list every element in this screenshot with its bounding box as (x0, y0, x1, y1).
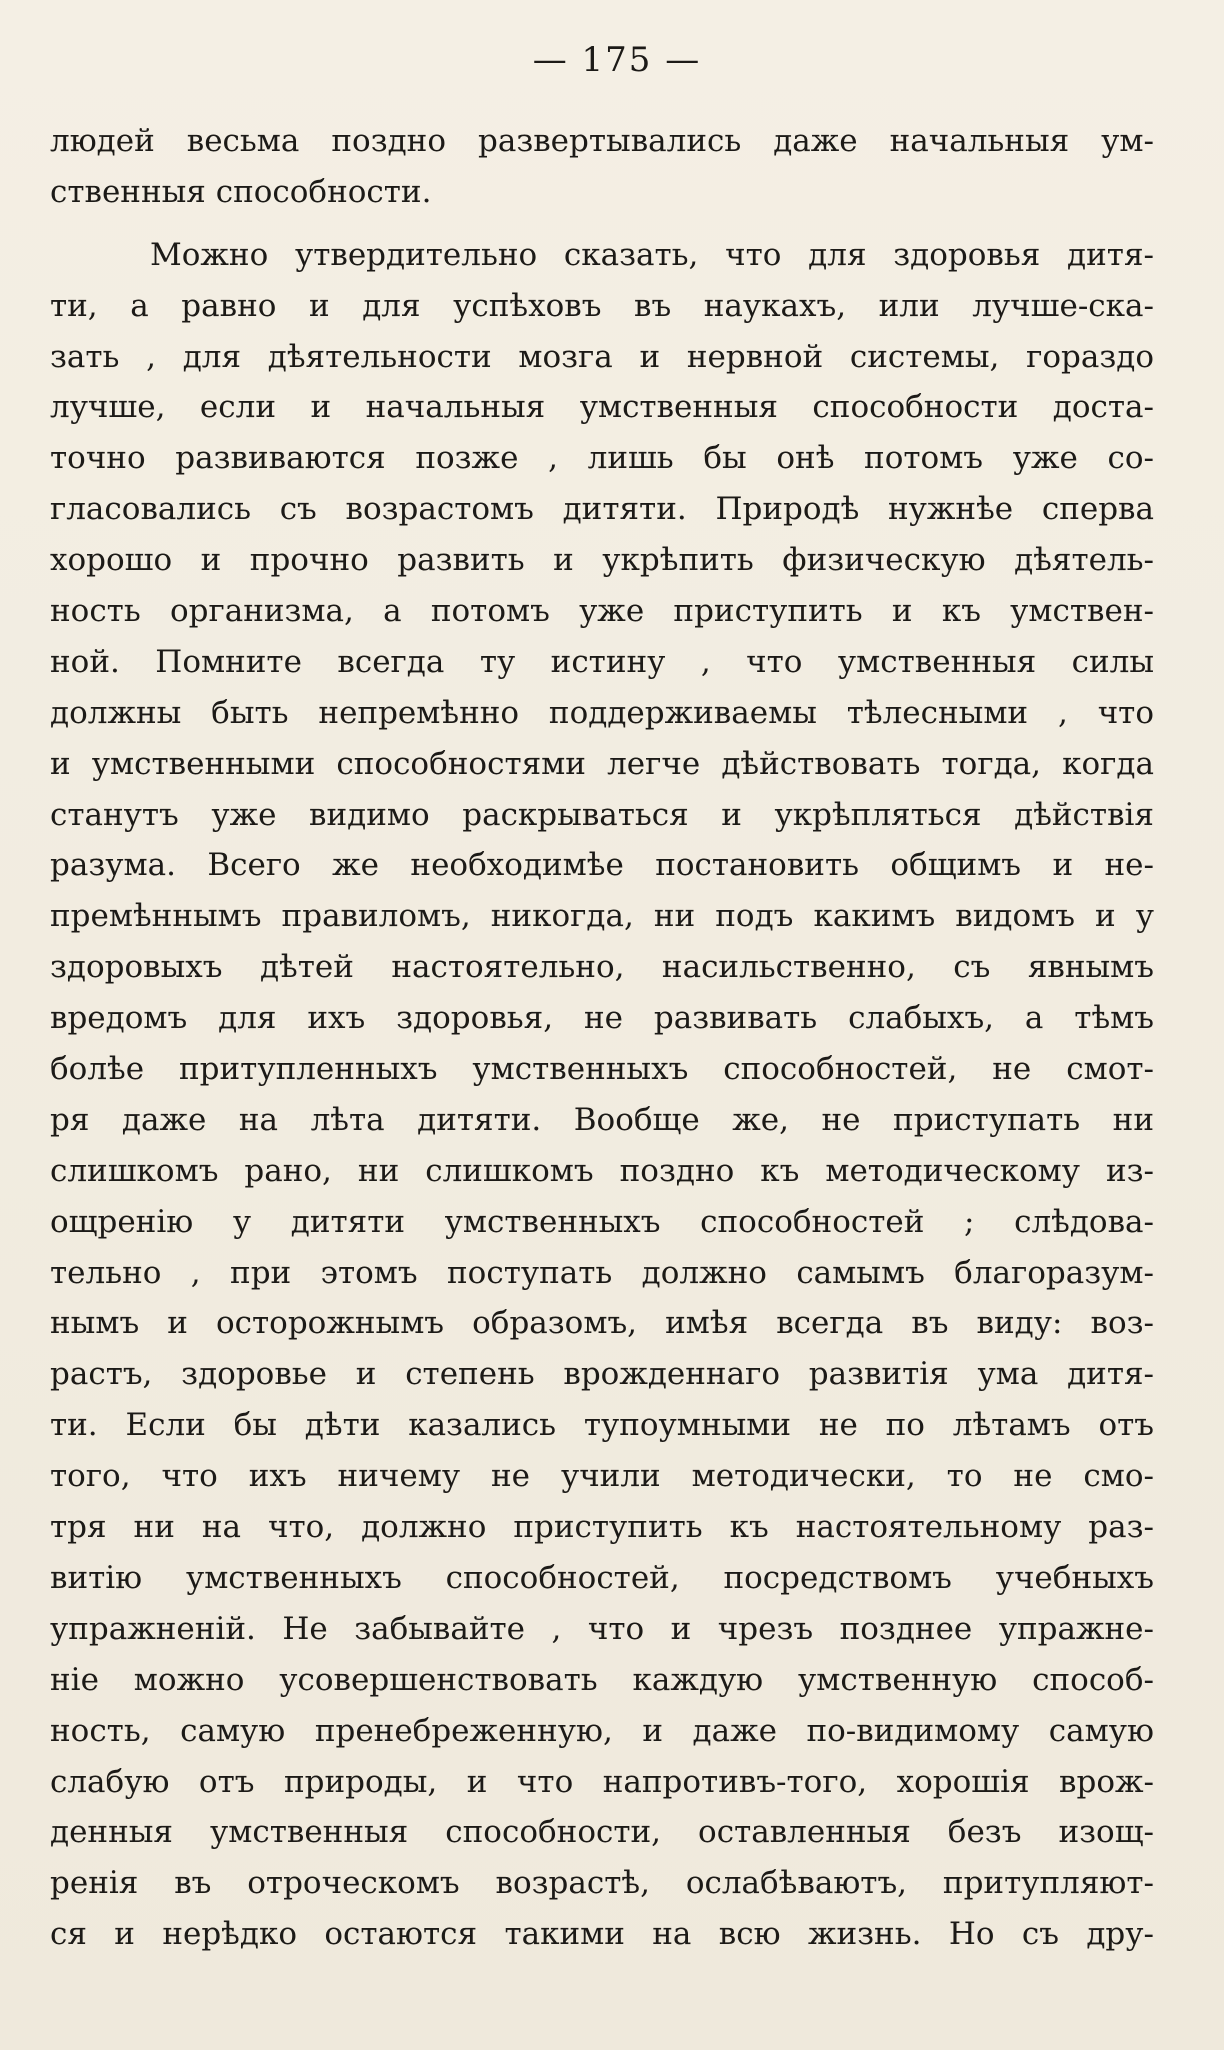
text-line: Можно утвердительно сказать, что для здоровья дитя- (150, 236, 1154, 273)
text-line: болѣе притупленныхъ умственныхъ способностей, не смот- (50, 1051, 1154, 1088)
text-line: ніе можно усовершенствовать каждую умственную способ- (50, 1661, 1154, 1698)
text-line: ти. Если бы дѣти казались тупоумными не по лѣтамъ отъ (50, 1407, 1154, 1444)
text-line: премѣннымъ правиломъ, никогда, ни подъ какимъ видомъ и у (50, 898, 1154, 935)
text-line: разума. Всего же необходимѣе постановить общимъ и не- (50, 847, 1154, 884)
paragraph (50, 116, 1154, 218)
text-line: людей весьма поздно развертывались даже начальныя ум- (50, 123, 1154, 159)
text-line: станутъ уже видимо раскрываться и укрѣпляться дѣйствія (50, 796, 1154, 833)
text-line: того, что ихъ ничему не учили методически, то не смо- (50, 1458, 1154, 1495)
text-line: ти, а равно и для успѣховъ въ наукахъ, или лучше-ска- (50, 287, 1154, 324)
text-line: хорошо и прочно развить и укрѣпить физическую дѣятель- (50, 542, 1154, 579)
text-line: денныя умственныя способности, оставленныя безъ изощ- (50, 1814, 1154, 1851)
text-line: слишкомъ рано, ни слишкомъ поздно къ методическому из- (50, 1152, 1154, 1189)
text-line: ной. Помните всегда ту истину , что умственныя силы (50, 643, 1154, 680)
body-text (50, 116, 1154, 1960)
paragraph (50, 230, 1154, 1960)
text-line: точно развиваются позже , лишь бы онѣ потомъ уже со- (50, 440, 1154, 477)
text-line: гласовались съ возрастомъ дитяти. Природѣ нужнѣе сперва (50, 491, 1154, 528)
text-line: растъ, здоровье и степень врожденнаго развитія ума дитя- (50, 1356, 1154, 1393)
text-line: лучше, если и начальныя умственныя способности доста- (50, 389, 1154, 426)
text-line: ственныя способности. (50, 173, 432, 210)
text-line: вредомъ для ихъ здоровья, не развивать слабыхъ, а тѣмъ (50, 1000, 1154, 1037)
paragraph-gap (50, 218, 1154, 230)
text-line: тря ни на что, должно приступить къ настоятельному раз- (50, 1509, 1154, 1546)
page-number: — 175 — (532, 40, 702, 80)
text-line: слабую отъ природы, и что напротивъ-того, хорошія врож- (50, 1763, 1154, 1800)
text-line: ность организма, а потомъ уже приступить и къ умствен- (50, 593, 1154, 630)
text-line: упражненій. Не забывайте , что и чрезъ позднее упражне- (50, 1610, 1154, 1647)
text-line: ренія въ отроческомъ возрастѣ, ослабѣваютъ, притупляют- (50, 1865, 1154, 1902)
text-line: и умственными способностями легче дѣйствовать тогда, когда (50, 745, 1154, 782)
text-line: витію умственныхъ способностей, посредствомъ учебныхъ (50, 1559, 1154, 1596)
text-line: здоровыхъ дѣтей настоятельно, насильственно, съ явнымъ (50, 949, 1154, 986)
text-line: ся и нерѣдко остаются такими на всю жизнь. Но съ дру- (50, 1916, 1154, 1953)
text-line: ря даже на лѣта дитяти. Вообще же, не приступать ни (50, 1101, 1154, 1138)
text-line: должны быть непремѣнно поддерживаемы тѣлесными , что (50, 694, 1154, 731)
text-line: ность, самую пренебреженную, и даже по-видимому самую (50, 1712, 1154, 1749)
text-line: зать , для дѣятельности мозга и нервной системы, гораздо (50, 338, 1154, 375)
text-line: тельно , при этомъ поступать должно самымъ благоразум- (50, 1254, 1154, 1291)
text-line: нымъ и осторожнымъ образомъ, имѣя всегда въ виду: воз- (50, 1305, 1154, 1342)
text-line: ощренію у дитяти умственныхъ способностей ; слѣдова- (50, 1203, 1154, 1240)
